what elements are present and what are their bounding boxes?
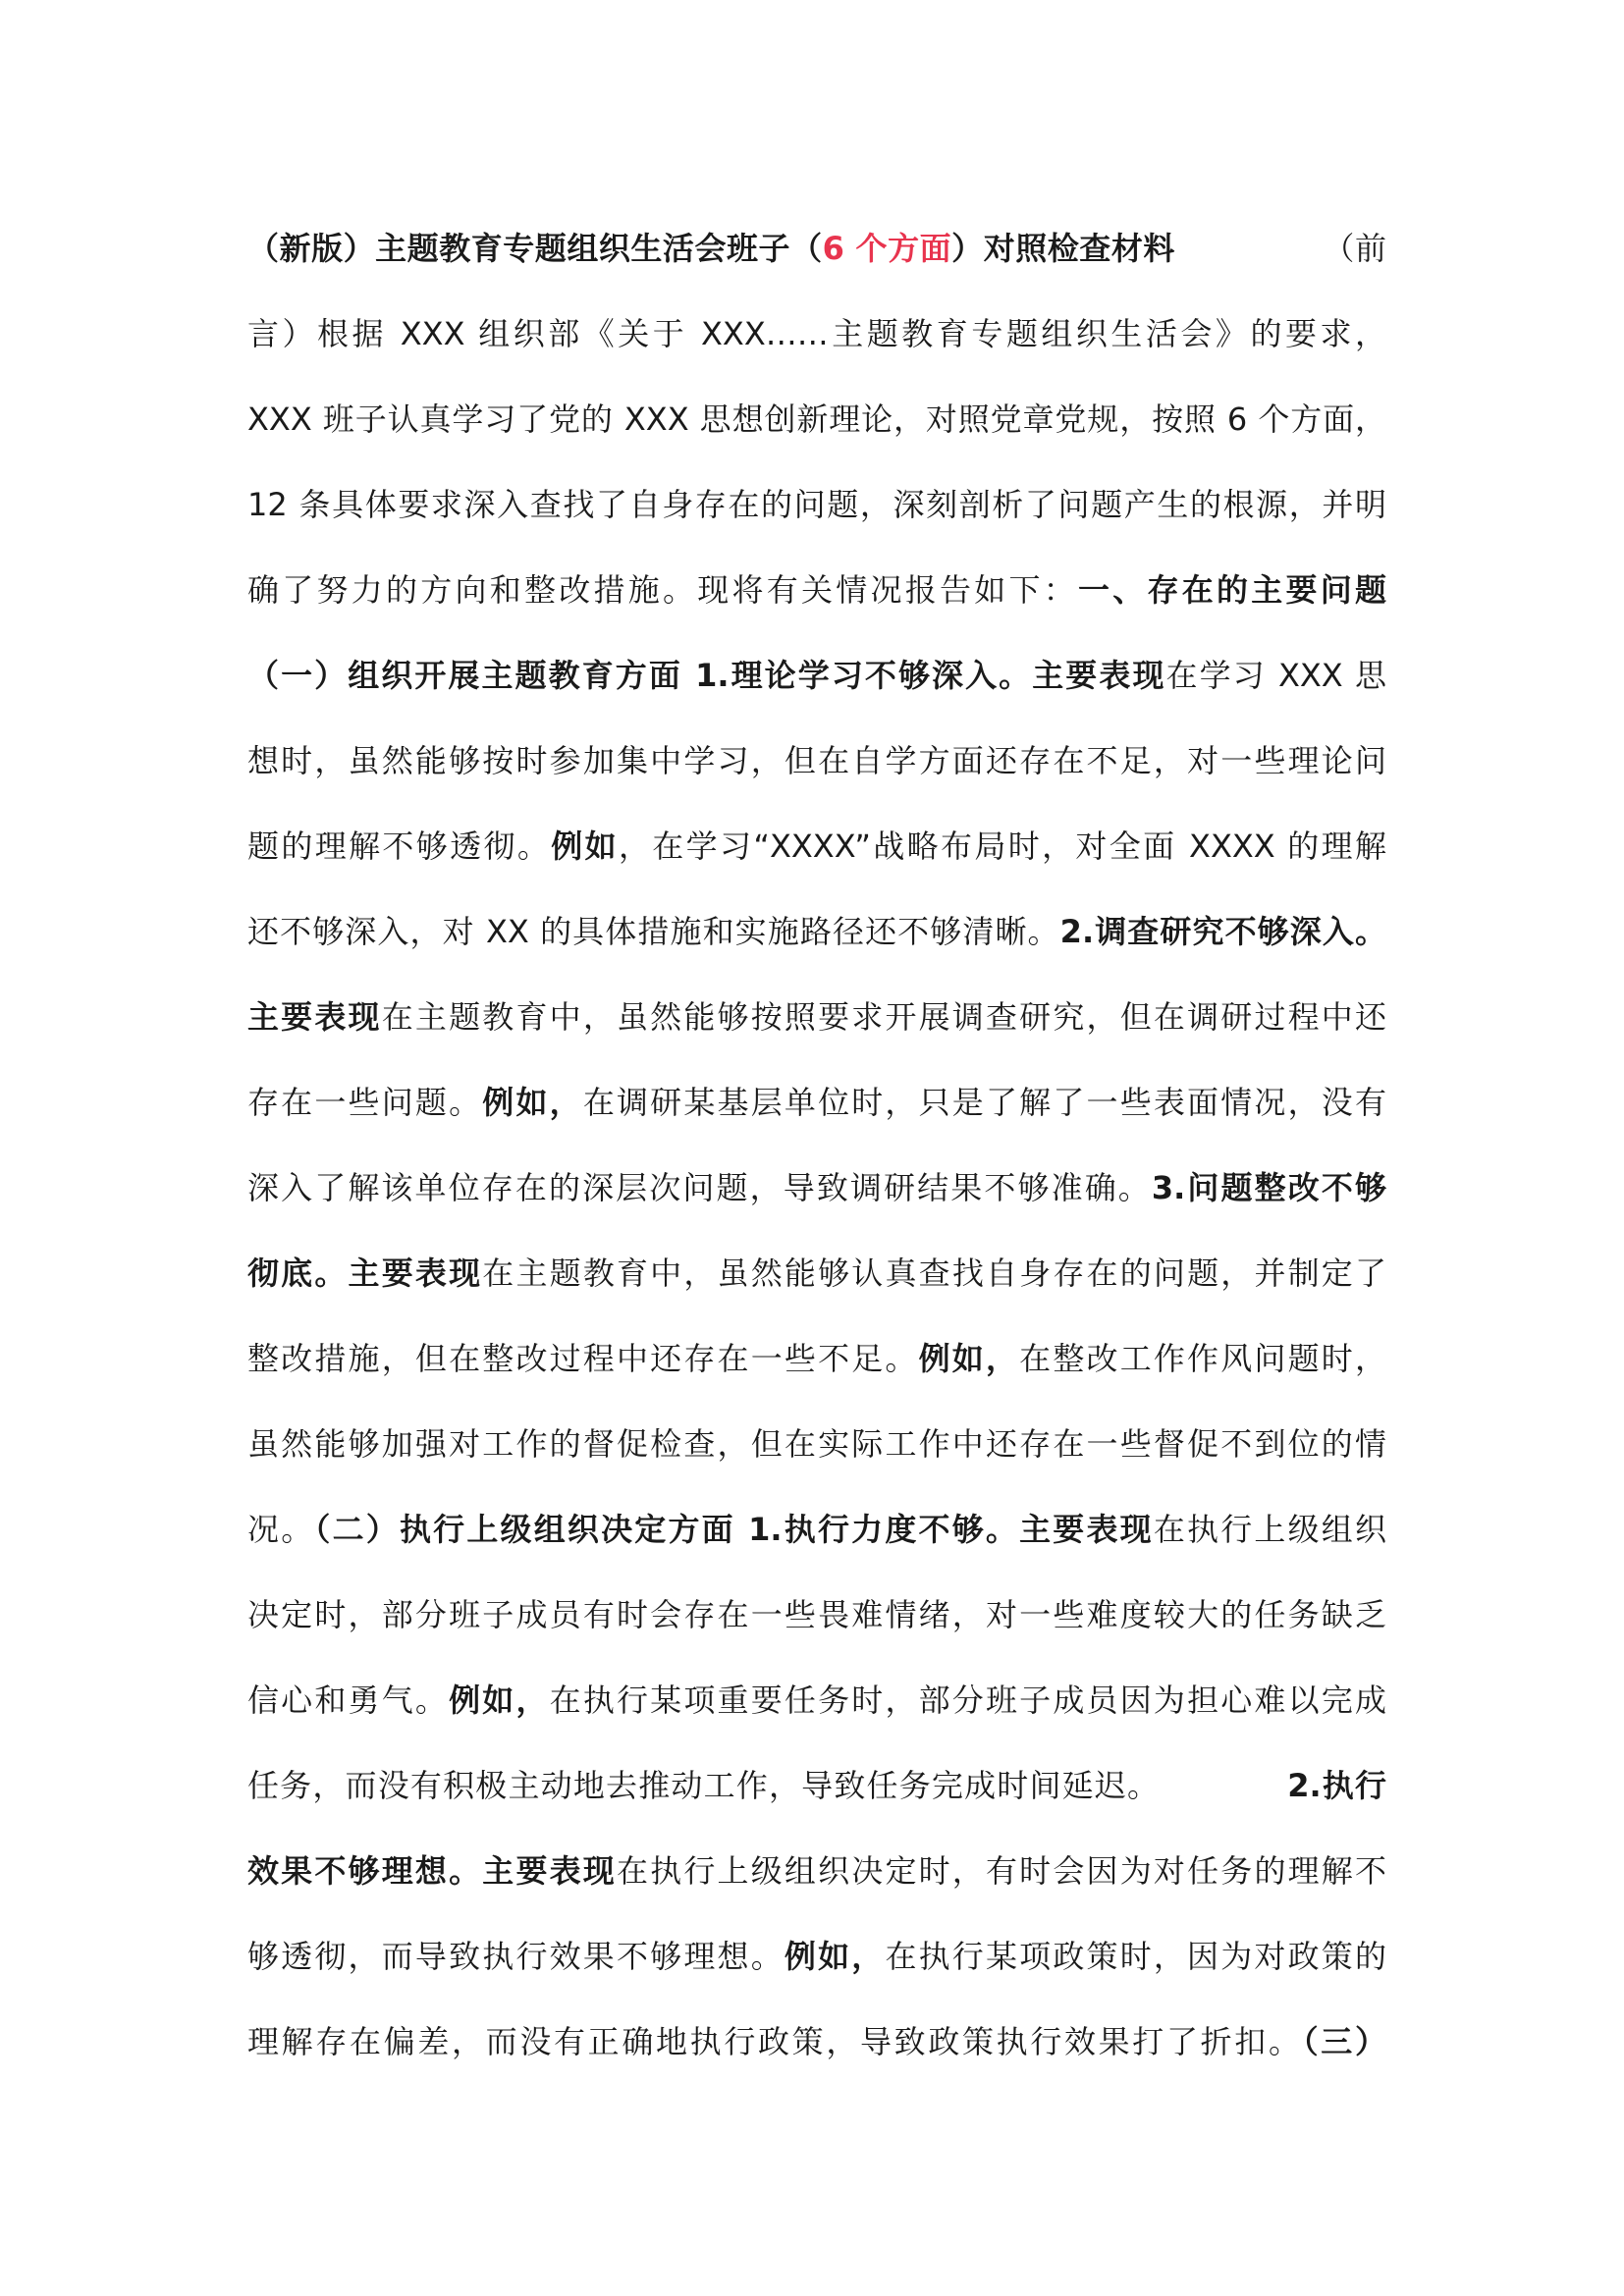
text-segment: ，在学习“XXXX”战略布局时，对全面 XXXX 的理解 (618, 828, 1386, 865)
text-segment: 虽然能够加强对工作的督促检查，但在实际工作中还存在一些督促不到位的情 (247, 1425, 1386, 1463)
text-segment: 在调研某基层单位时，只是了解了一些表面情况，没有 (582, 1084, 1386, 1121)
text-segment: 信心和勇气。 (247, 1682, 450, 1719)
bold-text-segment: 例如， (784, 1938, 886, 1975)
text-segment: 在整改工作作风问题时， (1019, 1340, 1386, 1377)
text-segment: 在主题教育中，虽然能够认真查找自身存在的问题，并制定了 (482, 1255, 1386, 1292)
text-line (247, 824, 1386, 869)
text-segment: 题的理解不够透彻。 (247, 828, 552, 865)
text-segment: 况。 (247, 1511, 315, 1548)
text-segment: 决定时，部分班子成员有时会存在一些畏难情绪，对一些难度较大的任务缺乏 (247, 1596, 1386, 1633)
text-line (247, 1934, 1386, 1979)
bold-text-segment: 例如， (918, 1340, 1020, 1377)
document-title-highlight: 6 个方面 (822, 230, 952, 267)
text-segment: 在执行上级组织 (1153, 1511, 1386, 1548)
text-segment: 12 条具体要求深入查找了自身存在的问题，深刻剖析了问题产生的根源，并明 (247, 486, 1386, 523)
text-line (247, 2019, 1386, 2064)
text-segment: 整改措施，但在整改过程中还存在一些不足。 (247, 1340, 919, 1377)
bold-text-segment: 效果不够理想。主要表现 (247, 1852, 617, 1890)
text-line (247, 1678, 1386, 1723)
text-segment: XXX 班子认真学习了党的 XXX 思想创新理论，对照党章党规，按照 6 个方面， (247, 400, 1386, 438)
text-segment: 在主题教育中，虽然能够按照要求开展调查研究，但在调研过程中还 (381, 998, 1386, 1036)
text-segment: 言）根据 XXX 组织部《关于 XXX……主题教育专题组织生活会》的要求， (247, 315, 1386, 352)
text-segment: 理解存在偏差，而没有正确地执行政策，导致政策执行效果打了折扣。 (247, 2023, 1303, 2060)
text-segment: 任务，而没有积极主动地去推动工作，导致任务完成时间延迟。 (247, 1767, 1161, 1804)
text-segment: 深入了解该单位存在的深层次问题，导致调研结果不够准确。 (247, 1169, 1152, 1206)
bold-text-segment: 例如， (449, 1682, 550, 1719)
text-line (247, 653, 1386, 698)
bold-text-segment: 一、存在的主要问题 (1077, 571, 1386, 609)
text-segment: 还不够深入，对 XX 的具体措施和实施路径还不够清晰。 (247, 913, 1060, 950)
text-line (247, 311, 1386, 356)
bold-text-segment: 彻底。主要表现 (247, 1255, 483, 1292)
bold-text-segment: 3.问题整改不够 (1151, 1169, 1386, 1206)
bold-text-segment: （一）组织开展主题教育方面 1.理论学习不够深入。主要表现 (247, 657, 1166, 694)
text-line (247, 1165, 1386, 1210)
text-line (247, 1336, 1386, 1381)
bold-text-segment: （三） (1302, 2023, 1386, 2060)
text-line (247, 1080, 1386, 1125)
text-segment: 在执行上级组织决定时，有时会因为对任务的理解不 (617, 1852, 1386, 1890)
text-line (247, 738, 1386, 783)
text-segment: 够透彻，而导致执行效果不够理想。 (247, 1938, 785, 1975)
text-segment: 在执行某项政策时，因为对政策的 (885, 1938, 1386, 1975)
text-segment: 在学习 XXX 思 (1165, 657, 1386, 694)
text-line (247, 1507, 1386, 1552)
text-line (247, 909, 1386, 954)
bold-text-segment: 2.执行 (1287, 1767, 1386, 1804)
document-title-line (247, 226, 1386, 271)
text-segment: 确了努力的方向和整改措施。现将有关情况报告如下： (247, 571, 1078, 609)
bold-text-segment: 例如 (551, 828, 619, 865)
text-line (247, 482, 1386, 527)
text-line (247, 994, 1386, 1040)
text-segment: 想时，虽然能够按时参加集中学习，但在自学方面还存在不足，对一些理论问 (247, 742, 1386, 779)
text-segment: 存在一些问题。 (247, 1084, 483, 1121)
text-line (247, 397, 1386, 442)
text-line (247, 1848, 1386, 1894)
text-line (247, 567, 1386, 613)
bold-text-segment: 例如， (482, 1084, 583, 1121)
bold-text-segment: （二）执行上级组织决定方面 1.执行力度不够。主要表现 (314, 1511, 1154, 1548)
text-line (247, 1421, 1386, 1467)
text-line (247, 1592, 1386, 1637)
document-title-prefix: （新版）主题教育专题组织生活会班子（ (247, 230, 823, 267)
text-line (247, 1251, 1386, 1296)
bold-text-segment: 2.调查研究不够深入。 (1059, 913, 1386, 950)
paragraph-text: （前 (1322, 230, 1386, 267)
document-title-suffix: ）对照检查材料 (951, 230, 1175, 267)
bold-text-segment: 主要表现 (247, 998, 382, 1036)
text-segment: 在执行某项重要任务时，部分班子成员因为担心难以完成 (549, 1682, 1386, 1719)
text-line (247, 1763, 1386, 1808)
